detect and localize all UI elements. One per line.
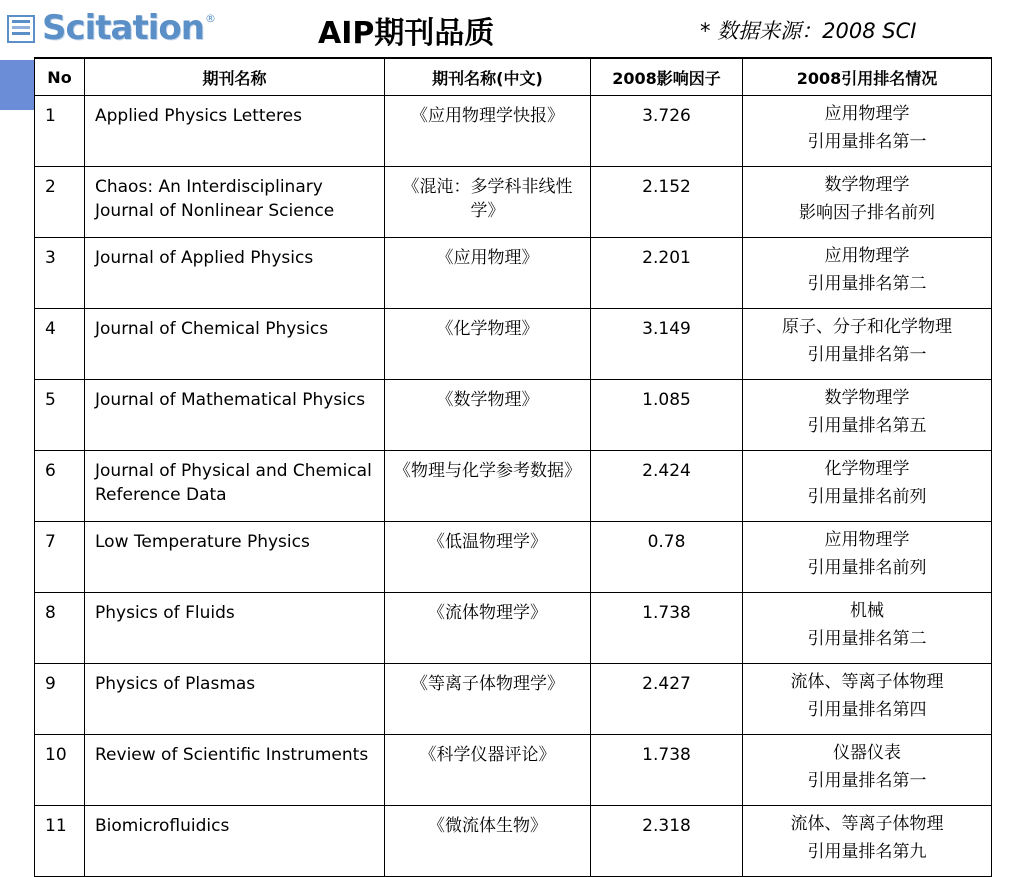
cell-citation-rank bbox=[743, 522, 992, 593]
rank-position: 引用量排名第五 bbox=[807, 416, 927, 436]
scitation-logo bbox=[6, 8, 216, 48]
table-row bbox=[35, 96, 992, 167]
table-body bbox=[35, 96, 992, 877]
cell-journal-name-cn: 《化学物理》 bbox=[385, 309, 591, 380]
rank-category: 应用物理学 bbox=[824, 246, 910, 266]
page-title: AIP期刊品质 bbox=[318, 16, 495, 51]
rank-category: 应用物理学 bbox=[824, 104, 910, 124]
rank-position: 影响因子排名前列 bbox=[799, 203, 935, 223]
cell-journal-name: Journal of Physical and Chemical Reference Data bbox=[85, 451, 385, 522]
cell-journal-name-cn: 《微流体生物》 bbox=[385, 806, 591, 877]
cell-journal-name-cn: 《流体物理学》 bbox=[385, 593, 591, 664]
cell-impact-factor: 1.738 bbox=[591, 735, 743, 806]
cell-journal-name-cn: 《科学仪器评论》 bbox=[385, 735, 591, 806]
rank-category: 机械 bbox=[850, 601, 884, 621]
cell-journal-name-cn: 《物理与化学参考数据》 bbox=[385, 451, 591, 522]
cell-no: 3 bbox=[35, 238, 85, 309]
cell-journal-name: Low Temperature Physics bbox=[85, 522, 385, 593]
rank-position: 引用量排名前列 bbox=[807, 487, 927, 507]
cell-journal-name-cn: 《应用物理学快报》 bbox=[385, 96, 591, 167]
cell-journal-name: Journal of Mathematical Physics bbox=[85, 380, 385, 451]
header-impact-factor: 2008影响因子 bbox=[591, 58, 743, 96]
logo-text: Scitation bbox=[42, 8, 204, 48]
cell-journal-name: Journal of Applied Physics bbox=[85, 238, 385, 309]
rank-category: 数学物理学 bbox=[824, 388, 910, 408]
rank-category: 应用物理学 bbox=[824, 530, 910, 550]
rank-category: 仪器仪表 bbox=[833, 743, 901, 763]
cell-journal-name: Physics of Fluids bbox=[85, 593, 385, 664]
table-row bbox=[35, 380, 992, 451]
header-journal-name: 期刊名称 bbox=[85, 58, 385, 96]
cell-citation-rank bbox=[743, 451, 992, 522]
cell-impact-factor: 2.427 bbox=[591, 664, 743, 735]
table-row bbox=[35, 593, 992, 664]
cell-no: 10 bbox=[35, 735, 85, 806]
table-row bbox=[35, 309, 992, 380]
cell-journal-name-cn: 《应用物理》 bbox=[385, 238, 591, 309]
table-row bbox=[35, 238, 992, 309]
cell-impact-factor: 1.738 bbox=[591, 593, 743, 664]
cell-citation-rank bbox=[743, 167, 992, 238]
cell-journal-name: Chaos: An Interdisciplinary Journal of Nonlinear Science bbox=[85, 167, 385, 238]
table-row bbox=[35, 735, 992, 806]
cell-no: 6 bbox=[35, 451, 85, 522]
cell-no: 9 bbox=[35, 664, 85, 735]
cell-impact-factor: 3.149 bbox=[591, 309, 743, 380]
rank-position: 引用量排名前列 bbox=[807, 558, 927, 578]
rank-category: 数学物理学 bbox=[824, 175, 910, 195]
rank-position: 引用量排名第二 bbox=[807, 274, 927, 294]
logo-registered-mark: ® bbox=[204, 12, 216, 25]
cell-journal-name-cn: 《等离子体物理学》 bbox=[385, 664, 591, 735]
cell-no: 5 bbox=[35, 380, 85, 451]
cell-citation-rank bbox=[743, 238, 992, 309]
journal-table bbox=[34, 57, 992, 877]
cell-impact-factor: 2.201 bbox=[591, 238, 743, 309]
cell-impact-factor: 0.78 bbox=[591, 522, 743, 593]
cell-no: 8 bbox=[35, 593, 85, 664]
cell-journal-name: Journal of Chemical Physics bbox=[85, 309, 385, 380]
header-no: No bbox=[35, 58, 85, 96]
side-accent-bar bbox=[0, 60, 34, 110]
cell-journal-name: Physics of Plasmas bbox=[85, 664, 385, 735]
table-header-row bbox=[35, 58, 992, 96]
cell-journal-name: Applied Physics Letteres bbox=[85, 96, 385, 167]
header-citation-rank: 2008引用排名情况 bbox=[743, 58, 992, 96]
cell-journal-name: Review of Scientific Instruments bbox=[85, 735, 385, 806]
cell-no: 7 bbox=[35, 522, 85, 593]
rank-position: 引用量排名第九 bbox=[807, 842, 927, 862]
header-journal-name-cn: 期刊名称(中文) bbox=[385, 58, 591, 96]
cell-citation-rank bbox=[743, 735, 992, 806]
table-row bbox=[35, 664, 992, 735]
cell-no: 4 bbox=[35, 309, 85, 380]
rank-category: 流体、等离子体物理 bbox=[790, 814, 944, 834]
cell-impact-factor: 2.318 bbox=[591, 806, 743, 877]
cell-journal-name-cn: 《低温物理学》 bbox=[385, 522, 591, 593]
cell-impact-factor: 2.152 bbox=[591, 167, 743, 238]
cell-no: 1 bbox=[35, 96, 85, 167]
scitation-logo-icon bbox=[6, 12, 38, 44]
cell-no: 11 bbox=[35, 806, 85, 877]
cell-impact-factor: 3.726 bbox=[591, 96, 743, 167]
table-row bbox=[35, 806, 992, 877]
journal-table-container bbox=[34, 57, 991, 862]
cell-citation-rank bbox=[743, 380, 992, 451]
cell-journal-name-cn: 《数学物理》 bbox=[385, 380, 591, 451]
cell-citation-rank bbox=[743, 309, 992, 380]
table-row bbox=[35, 167, 992, 238]
cell-journal-name-cn: 《混沌：多学科非线性学》 bbox=[385, 167, 591, 238]
cell-journal-name: Biomicrofluidics bbox=[85, 806, 385, 877]
rank-position: 引用量排名第一 bbox=[807, 771, 927, 791]
rank-category: 流体、等离子体物理 bbox=[790, 672, 944, 692]
table-row bbox=[35, 522, 992, 593]
rank-category: 化学物理学 bbox=[824, 459, 910, 479]
cell-citation-rank bbox=[743, 593, 992, 664]
cell-impact-factor: 2.424 bbox=[591, 451, 743, 522]
cell-citation-rank bbox=[743, 96, 992, 167]
table-row bbox=[35, 451, 992, 522]
rank-position: 引用量排名第一 bbox=[807, 345, 927, 365]
rank-category: 原子、分子和化学物理 bbox=[782, 317, 952, 337]
cell-impact-factor: 1.085 bbox=[591, 380, 743, 451]
rank-position: 引用量排名第一 bbox=[807, 132, 927, 152]
rank-position: 引用量排名第四 bbox=[807, 700, 927, 720]
rank-position: 引用量排名第二 bbox=[807, 629, 927, 649]
cell-citation-rank bbox=[743, 664, 992, 735]
source-note: * 数据来源：2008 SCI bbox=[700, 19, 917, 43]
cell-citation-rank bbox=[743, 806, 992, 877]
cell-no: 2 bbox=[35, 167, 85, 238]
